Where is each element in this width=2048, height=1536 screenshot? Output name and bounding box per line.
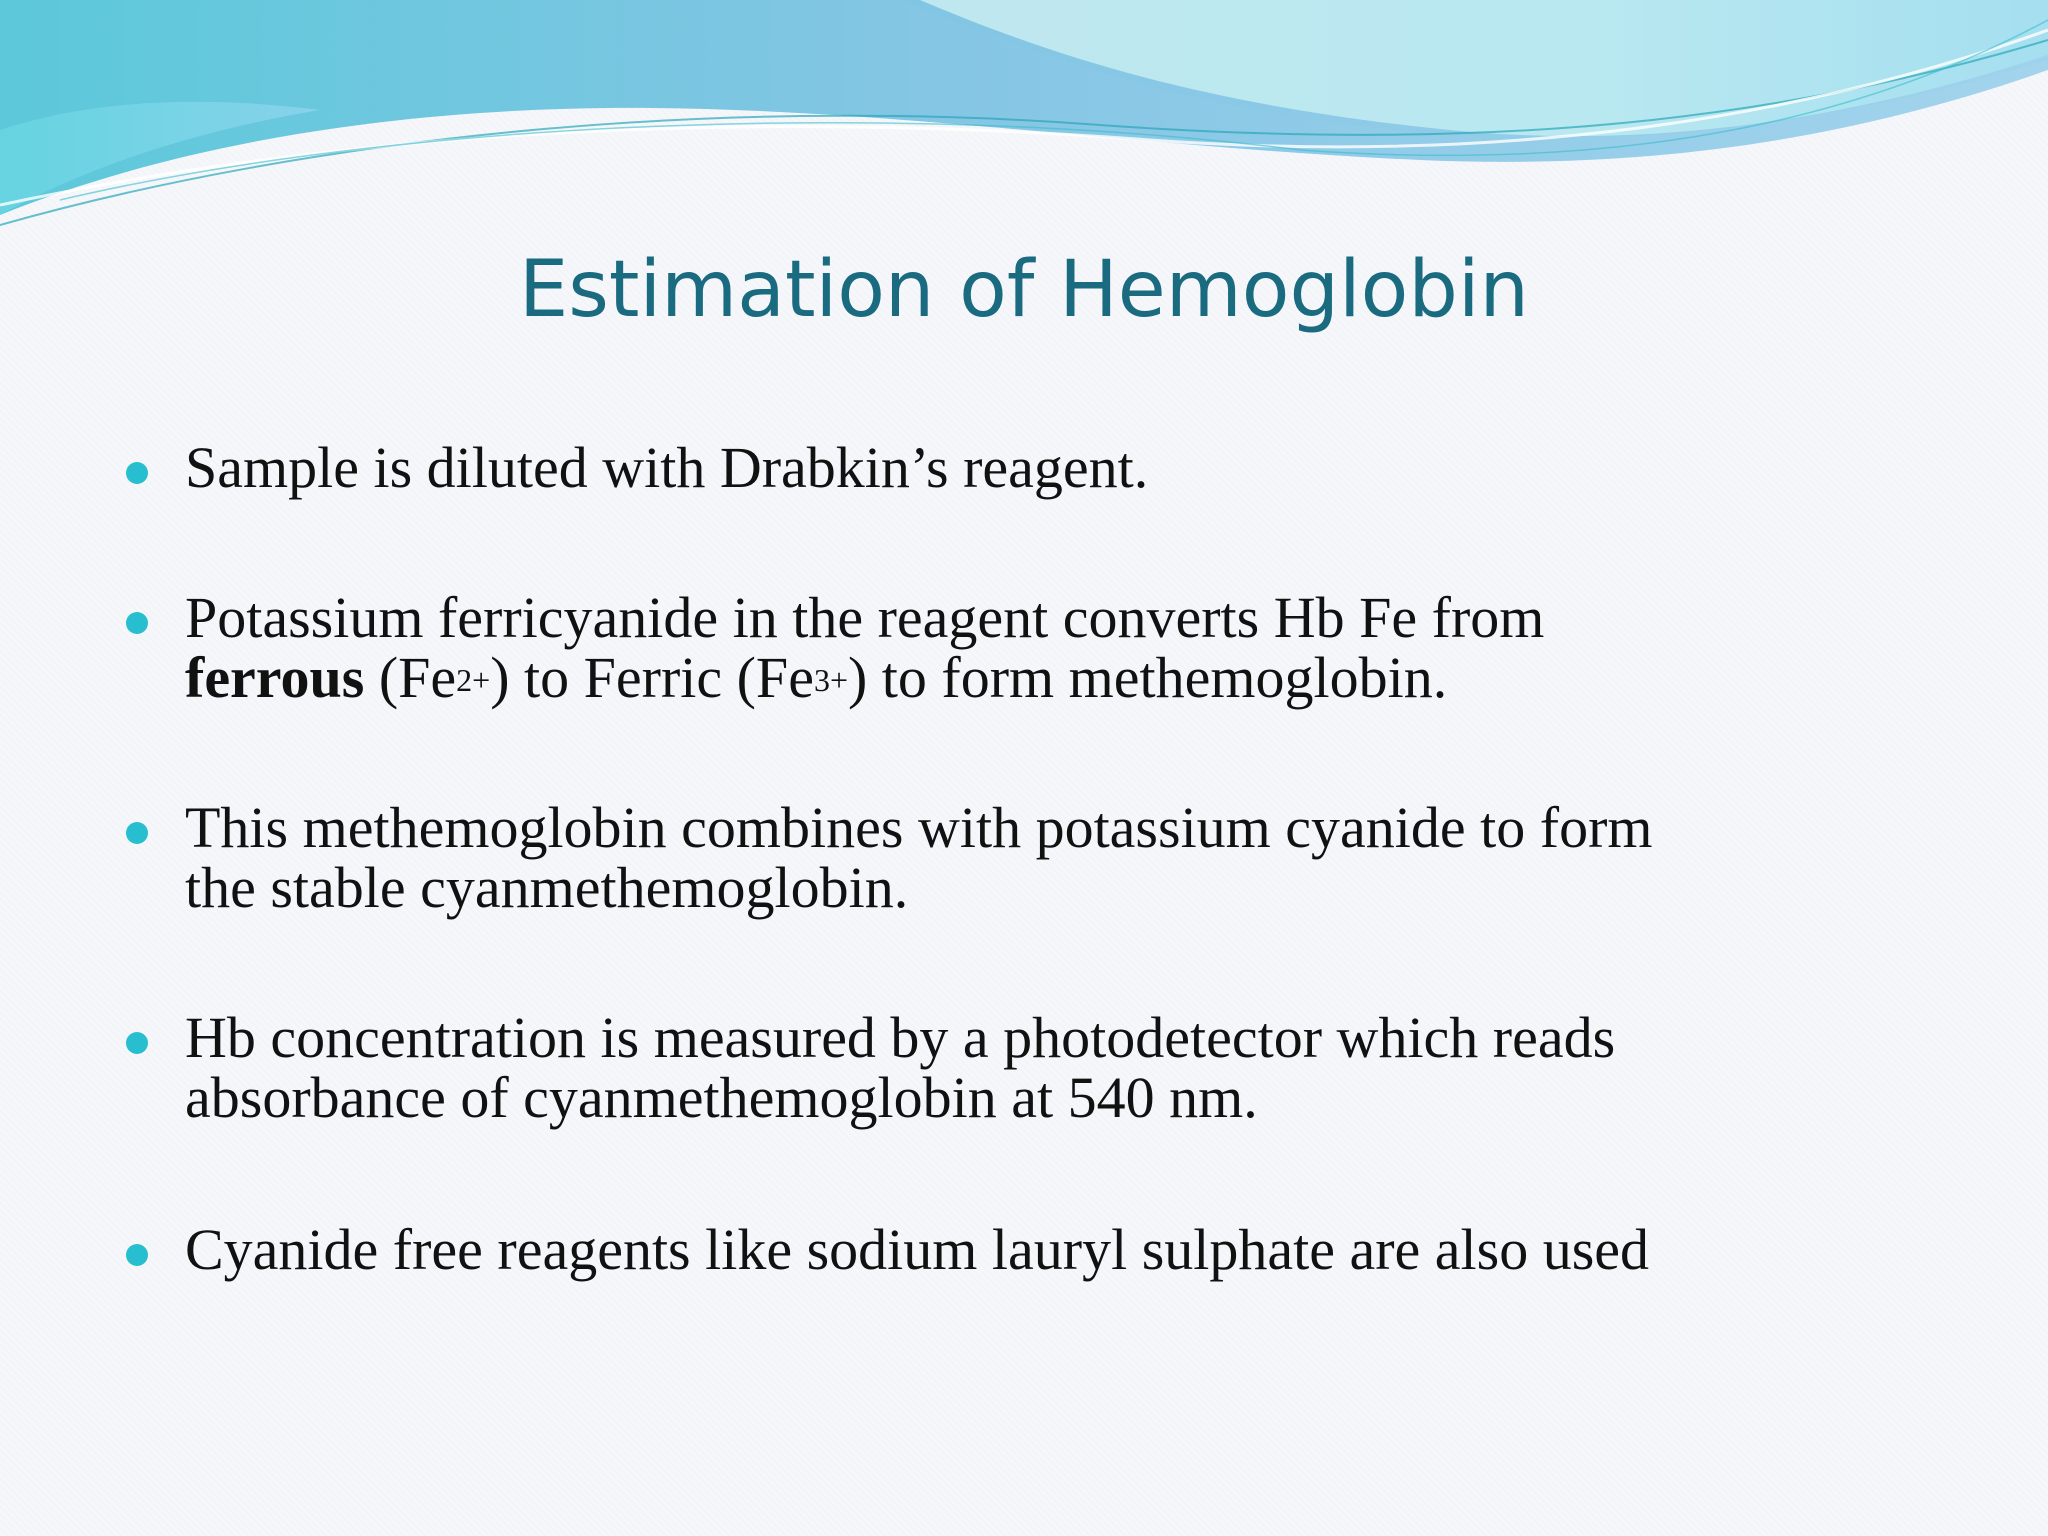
bullet-text-line2: the stable cyanmethemoglobin.	[185, 855, 909, 920]
bullet-text: Hb concentration is measured by a photodetector which reads	[185, 1005, 1616, 1070]
bullet-dot-icon	[126, 1032, 148, 1054]
text-fragment: ) to Ferric (Fe	[490, 645, 814, 710]
bullet-text-line2	[185, 645, 1965, 710]
superscript: 2+	[456, 662, 491, 698]
bullet-text: Potassium ferricyanide in the reagent converts Hb Fe from	[185, 585, 1545, 650]
bullet-text: Cyanide free reagents like sodium lauryl sulphate are also used	[185, 1217, 1650, 1282]
bullet-item	[185, 1217, 1965, 1282]
bullet-dot-icon	[126, 1244, 148, 1266]
bullet-item	[185, 1005, 1965, 1130]
bullet-item	[185, 585, 1965, 710]
bullet-text-line2: absorbance of cyanmethemoglobin at 540 nm.	[185, 1065, 1258, 1130]
bullet-item	[185, 795, 1965, 920]
bullet-dot-icon	[126, 462, 148, 484]
slide-title: Estimation of Hemoglobin	[518, 245, 1529, 335]
bold-term: ferrous	[185, 645, 365, 710]
bullet-text: This methemoglobin combines with potassium cyanide to form	[185, 795, 1653, 860]
bullet-dot-icon	[126, 822, 148, 844]
bullet-item	[185, 435, 1965, 500]
text-fragment: (Fe	[364, 645, 457, 710]
bullet-text: Sample is diluted with Drabkin’s reagent.	[185, 435, 1149, 500]
bullet-dot-icon	[126, 612, 148, 634]
superscript: 3+	[813, 662, 848, 698]
text-fragment: ) to form methemoglobin.	[847, 645, 1448, 710]
